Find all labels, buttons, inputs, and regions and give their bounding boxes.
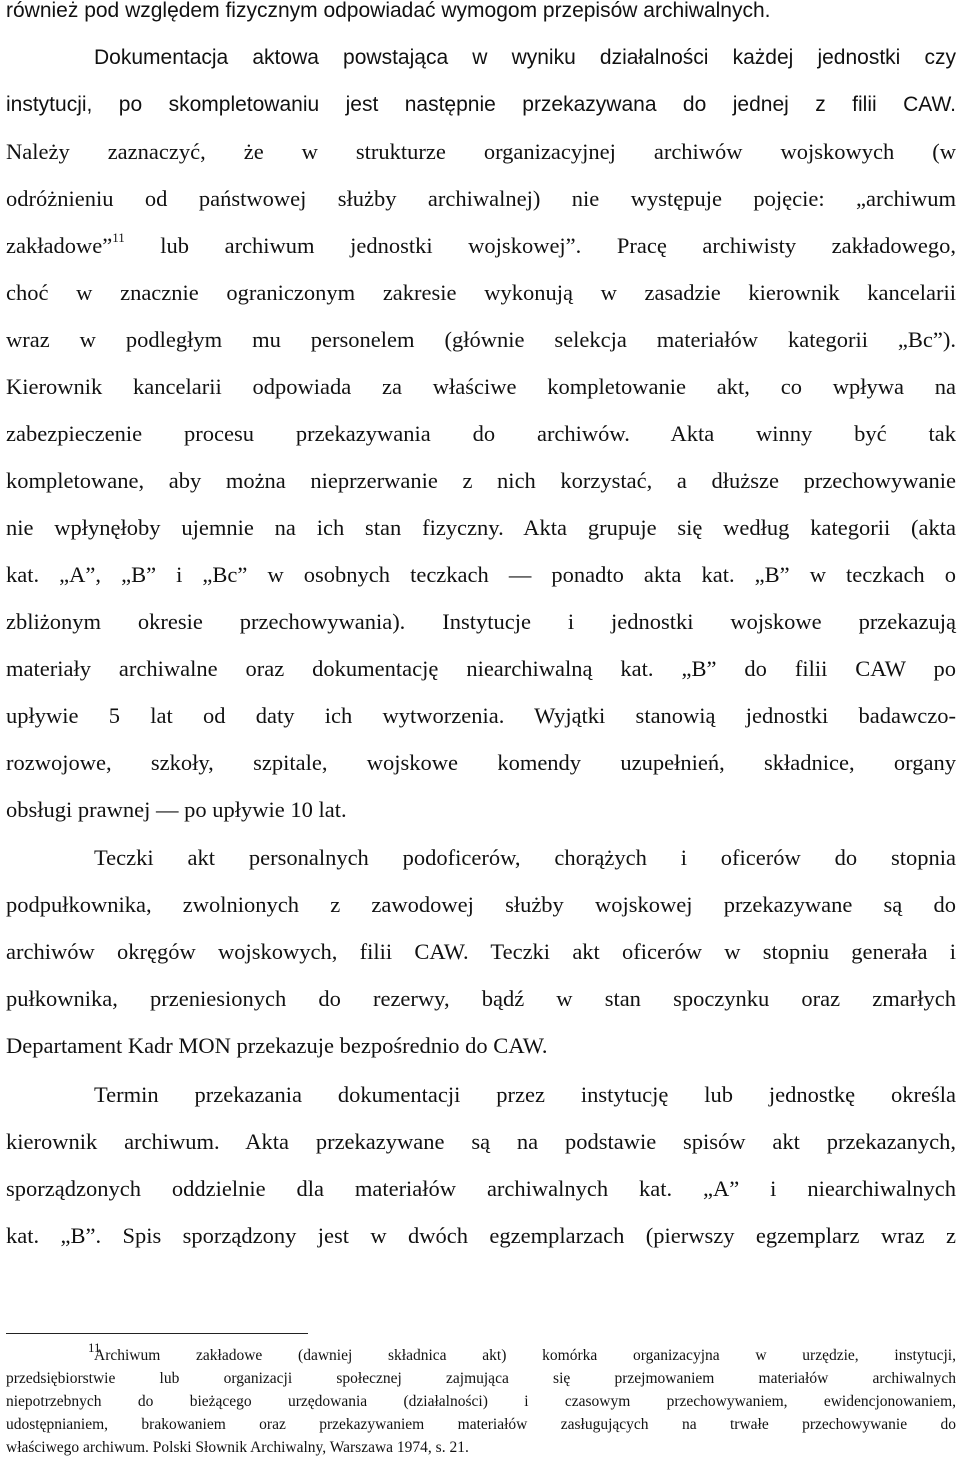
- body-line: kompletowane, aby można nieprzerwanie z nich korzystać, a dłuższe przechowywanie: [6, 468, 956, 493]
- body-line: sporządzonych oddzielnie dla materiałów archiwalnych kat. „A” i niearchiwalnych: [6, 1176, 956, 1201]
- footnote-line: przedsiębiorstwie lub organizacji społecznej zajmująca się przejmowaniem materiałów archiwalnych: [6, 1370, 956, 1387]
- body-text: lub archiwum jednostki wojskowej”. Pracę archiwisty zakładowego,: [160, 233, 956, 258]
- body-line: choć w znacznie ograniczonym zakresie wykonują w zasadzie kierownik kancelarii: [6, 280, 956, 305]
- body-line: Dokumentacja aktowa powstająca w wyniku działalności każdej jednostki czy: [94, 46, 956, 69]
- footnote-reference: 11: [112, 229, 125, 245]
- footnote-line: właściwego archiwum. Polski Słownik Archiwalny, Warszawa 1974, s. 21.: [6, 1439, 469, 1456]
- body-line: nie wpłynęłoby ujemnie na ich stan fizyczny. Akta grupuje się według kategorii (akta: [6, 515, 956, 540]
- body-line: Kierownik kancelarii odpowiada za właściwe kompletowanie akt, co wpływa na: [6, 374, 956, 399]
- body-line: zbliżonym okresie przechowywania). Instytucje i jednostki wojskowe przekazują: [6, 609, 956, 634]
- body-line: wraz w podległym mu personelem (głównie selekcja materiałów kategorii „Bc”).: [6, 327, 956, 352]
- body-line: materiały archiwalne oraz dokumentację niearchiwalną kat. „B” do filii CAW po: [6, 656, 956, 681]
- footnote-line: 11 Archiwum zakładowe (dawniej składnica akt) komórka organizacyjna w urzędzie, instytucji,: [88, 1340, 956, 1364]
- body-line: kierownik archiwum. Akta przekazywane są na podstawie spisów akt przekazanych,: [6, 1129, 956, 1154]
- body-line: obsługi prawnej — po upływie 10 lat.: [6, 797, 347, 822]
- footnote-line: niepotrzebnych do bieżącego urzędowania (działalności) i czasowym przechowywaniem, ewidencjonowaniem,: [6, 1393, 956, 1410]
- body-line: kat. „A”, „B” i „Bc” w osobnych teczkach — ponadto akta kat. „B” w teczkach o: [6, 562, 956, 587]
- body-line: instytucji, po skompletowaniu jest następnie przekazywana do jednej z filii CAW.: [6, 93, 956, 116]
- body-text: zakładowe”: [6, 233, 113, 258]
- body-line: Teczki akt personalnych podoficerów, chorążych i oficerów do stopnia: [94, 845, 956, 870]
- body-line: Należy zaznaczyć, że w strukturze organizacyjnej archiwów wojskowych (w: [6, 139, 956, 164]
- body-line: archiwów okręgów wojskowych, filii CAW. Teczki akt oficerów w stopniu generała i: [6, 939, 956, 964]
- footnote-text: Archiwum zakładowe (dawniej składnica akt) komórka organizacyjna w urzędzie, instytucji,: [94, 1347, 956, 1364]
- body-line: Termin przekazania dokumentacji przez instytucję lub jednostkę określa: [94, 1082, 956, 1107]
- body-line: pułkownika, przeniesionych do rezerwy, bądź w stan spoczynku oraz zmarłych: [6, 986, 956, 1011]
- body-line: podpułkownika, zwolnionych z zawodowej służby wojskowej przekazywane są do: [6, 892, 956, 917]
- footnote-line: udostępnianiem, brakowaniem oraz przekazywaniem materiałów zasługujących na trwałe przechowywanie do: [6, 1416, 956, 1433]
- body-line-with-footnote-ref: [6, 231, 956, 261]
- body-line: upływie 5 lat od daty ich wytworzenia. Wyjątki stanowią jednostki badawczo-: [6, 703, 956, 728]
- footnote-separator: [6, 1333, 308, 1334]
- body-line: odróżnieniu od państwowej służby archiwalnej) nie występuje pojęcie: „archiwum: [6, 186, 956, 211]
- body-line: Departament Kadr MON przekazuje bezpośrednio do CAW.: [6, 1033, 548, 1058]
- body-line: rozwojowe, szkoły, szpitale, wojskowe komendy uzupełnień, składnice, organy: [6, 750, 956, 775]
- body-line: zabezpieczenie procesu przekazywania do archiwów. Akta winny być tak: [6, 421, 956, 446]
- body-line: również pod względem fizycznym odpowiadać wymogom przepisów archiwalnych.: [6, 0, 771, 22]
- body-line: kat. „B”. Spis sporządzony jest w dwóch egzemplarzach (pierwszy egzemplarz wraz z: [6, 1223, 956, 1248]
